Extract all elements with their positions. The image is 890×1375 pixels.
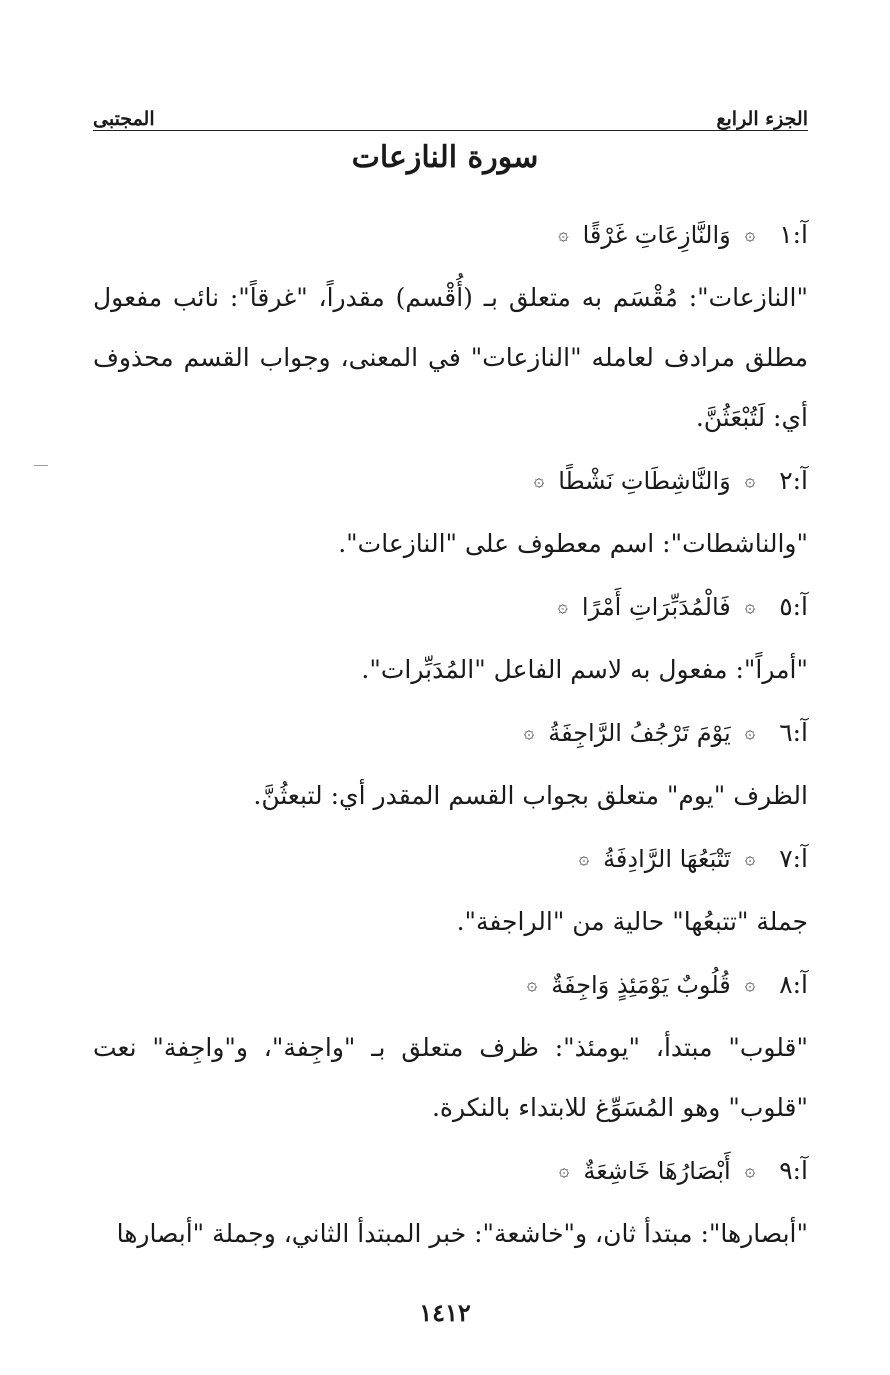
verse-line [93,451,808,511]
ornament-close-icon: ۞ [558,1160,570,1181]
ornament-open-icon: ۞ [744,974,756,995]
verse-commentary: جملة "تتبعُها" حالية من "الراجفة". [456,907,808,936]
verse-line [93,1141,808,1201]
verse-line [93,703,808,763]
ornament-close-icon: ۞ [558,224,569,245]
quran-verse: أَبْصَارُهَا خَاشِعَةٌ [583,1157,731,1185]
header-part-label: الجزء الرابع [716,108,808,130]
ornament-close-icon: ۞ [557,596,568,617]
ayah-reference: آ:٨ [779,970,808,999]
quran-verse: وَالنَّازِعَاتِ غَرْقًا [582,221,731,249]
ornament-open-icon: ۞ [744,848,756,869]
ayah-reference: آ:٦ [779,718,808,747]
quran-verse: وَالنَّاشِطَاتِ نَشْطًا [558,467,731,495]
surah-title: سورة النازعات [351,140,539,175]
quran-verse: قُلُوبٌ يَوْمَئِذٍ وَاجِفَةٌ [551,971,731,999]
ornament-close-icon: ۞ [526,974,538,995]
verse-line [93,955,808,1015]
verse-line [93,205,808,265]
page-body [93,205,808,1267]
running-header [93,96,808,130]
quran-verse: فَالْمُدَبِّرَاتِ أَمْرًا [581,593,731,621]
header-book-title: المجتبى [93,108,155,130]
ayah-reference: آ:٢ [779,466,808,495]
ayah-reference: آ:٩ [779,1156,808,1185]
ayah-reference: آ:٧ [779,844,808,873]
ornament-open-icon: ۞ [744,596,756,617]
quran-verse: تَتْبَعُهَا الرَّادِفَةُ [603,845,731,873]
verse-commentary: "قلوب" مبتدأ، "يومئذ": ظرف متعلق بـ "واجِفة"، و"واجِفة" نعت "قلوب" وهو المُسَوِّغ للابتداء بالنكرة. [93,1033,808,1122]
verse-line [93,829,808,889]
ayah-reference: آ:١ [779,220,808,249]
page-number: ١٤١٢ [419,1298,471,1327]
ornament-open-icon: ۞ [744,722,756,743]
verse-commentary: "أبصارها": مبتدأ ثان، و"خاشعة": خبر المبتدأ الثاني، وجملة "أبصارها [116,1219,808,1248]
ornament-close-icon: ۞ [533,470,545,491]
quran-verse: يَوْمَ تَرْجُفُ الرَّاجِفَةُ [548,719,731,747]
ayah-reference: آ:٥ [779,592,808,621]
ornament-close-icon: ۞ [578,848,590,869]
verse-commentary: "والناشطات": اسم معطوف على "النازعات". [338,529,808,558]
verse-line [93,577,808,637]
ornament-open-icon: ۞ [744,1160,756,1181]
margin-tick-mark [34,465,48,466]
ornament-open-icon: ۞ [744,224,756,245]
verse-commentary: "النازعات": مُقْسَم به متعلق بـ (أُقْسم) مقدراً، "غرقاً": نائب مفعول مطلق مرادف لعامله "النازعات" في المعنى، وجواب القسم محذوف أي: لَتُبْعَثُنَّ. [93,283,808,432]
verse-commentary: "أمراً": مفعول به لاسم الفاعل "المُدَبِّرات". [361,655,808,684]
header-divider [93,130,808,131]
ornament-open-icon: ۞ [744,470,756,491]
ornament-close-icon: ۞ [523,722,535,743]
verse-commentary: الظرف "يوم" متعلق بجواب القسم المقدر أي: لتبعثُنَّ. [253,781,808,810]
